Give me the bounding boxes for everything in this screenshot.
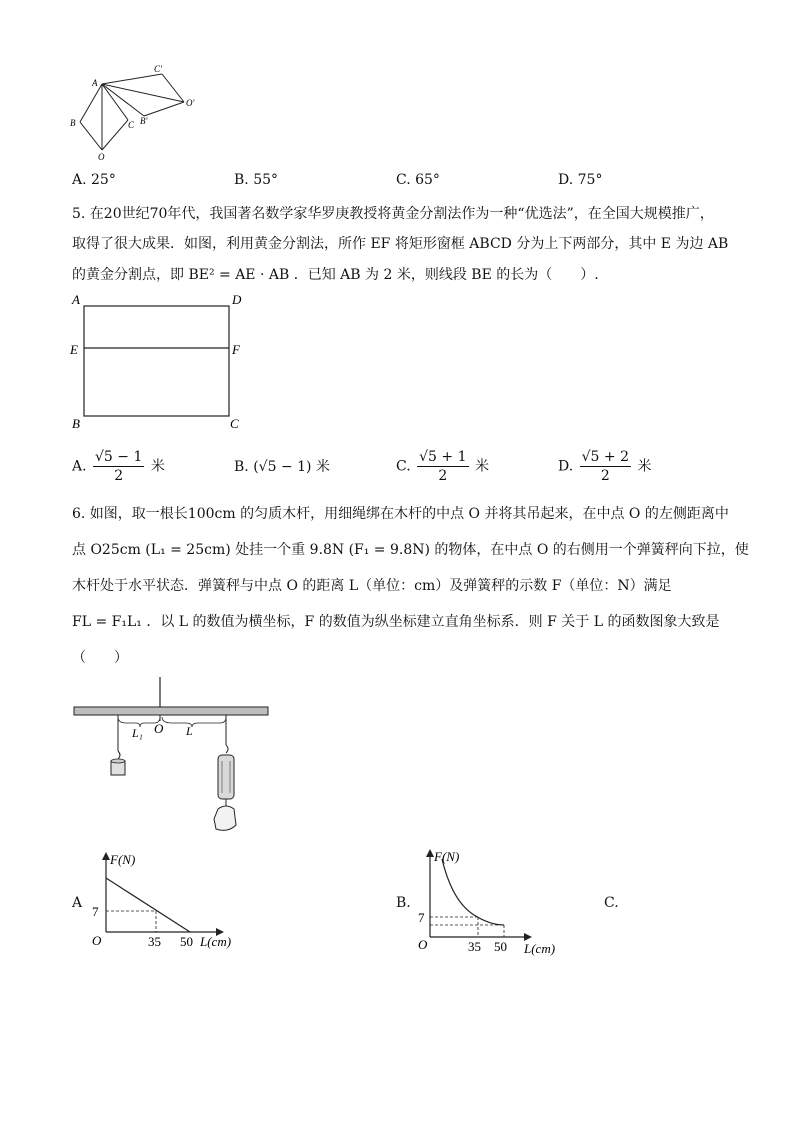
q5-option-a bbox=[72, 448, 165, 485]
q5-rectangle-figure bbox=[66, 290, 256, 435]
q5-option-c-unit: 米 bbox=[474, 458, 489, 475]
q6-graph-b-x35: 35 bbox=[468, 939, 481, 954]
q5-option-b-unit: 米 bbox=[315, 459, 330, 475]
q6-label-L: L bbox=[186, 724, 193, 738]
q6-graph-b-letter: B. bbox=[396, 895, 411, 911]
q6-text-line-3: 木杆处于水平状态．弹簧秤与中点 O 的距离 L（单位：cm）及弹簧秤的示数 F（单位：N）满足 bbox=[72, 578, 672, 594]
q5-option-a-fraction bbox=[93, 448, 144, 485]
q5-text-line-2: 取得了很大成果．如图，利用黄金分割法，所作 EF 将矩形窗框 ABCD 分为上下两部分，其中 E 为边 AB bbox=[72, 236, 729, 252]
q6-graph-a-x35: 35 bbox=[148, 934, 161, 949]
q5-option-d bbox=[558, 448, 651, 485]
q5-option-a-unit: 米 bbox=[150, 458, 165, 475]
q6-label-O: O bbox=[154, 721, 164, 736]
q4-option-b: B. 55° bbox=[234, 172, 279, 188]
q4-label-A: A bbox=[92, 78, 98, 88]
q6-graph-b-ylabel: F(N) bbox=[434, 849, 460, 864]
q5-option-a-numerator: √5 − 1 bbox=[95, 449, 143, 465]
q4-label-C: C bbox=[128, 120, 135, 130]
q4-label-O-prime: O' bbox=[186, 98, 195, 108]
q6-graph-b-y7: 7 bbox=[418, 910, 425, 925]
q5-option-c-denominator: 2 bbox=[438, 468, 448, 484]
q6-graph-a bbox=[82, 848, 252, 953]
q4-option-d: D. 75° bbox=[558, 172, 603, 188]
q5-option-d-numerator: √5 + 2 bbox=[581, 449, 630, 465]
q6-lever-figure bbox=[70, 675, 275, 835]
q5-option-d-letter: D. bbox=[558, 458, 574, 475]
q5-option-b-letter: B. bbox=[234, 459, 249, 475]
q4-label-B-prime: B' bbox=[140, 116, 148, 126]
q5-label-F: F bbox=[232, 342, 240, 357]
q5-option-c-letter: C. bbox=[396, 458, 411, 475]
q5-text-line-1: 5. 在20世纪70年代，我国著名数学家华罗庚教授将黄金分割法作为一种“优选法”，在全国大规模推广， bbox=[72, 206, 714, 222]
q4-option-c: C. 65° bbox=[396, 172, 440, 188]
q6-text-line-2: 点 O25cm (L₁ = 25cm) 处挂一个重 9.8N (F₁ = 9.8N) 的物体，在中点 O 的右侧用一个弹簧秤向下拉，使 bbox=[72, 542, 749, 558]
q6-graph-b-xlabel: L(cm) bbox=[524, 941, 556, 956]
q5-option-d-denominator: 2 bbox=[600, 468, 610, 484]
q6-graph-a-y7: 7 bbox=[92, 904, 99, 919]
q6-text-line-4: FL = F₁L₁ ．以 L 的数值为横坐标，F 的数值为纵坐标建立直角坐标系．则 F 关于 L 的函数图象大致是 bbox=[72, 614, 720, 630]
q4-label-B: B bbox=[70, 118, 76, 128]
q6-label-L1: L₁ bbox=[132, 726, 143, 740]
q6-graph-a-x50: 50 bbox=[180, 934, 193, 949]
q4-label-C-prime: C' bbox=[154, 64, 162, 74]
q5-option-d-fraction bbox=[580, 448, 631, 485]
q6-graph-a-letter: A bbox=[72, 895, 83, 911]
q6-option-c: C. bbox=[604, 895, 619, 911]
q5-option-b-expr: (√5 − 1) bbox=[253, 459, 312, 475]
q5-option-c bbox=[396, 448, 489, 485]
q5-option-c-fraction bbox=[417, 448, 468, 485]
q5-option-a-denominator: 2 bbox=[114, 468, 124, 484]
q6-graph-a-xlabel: L(cm) bbox=[200, 934, 232, 949]
q6-graph-b-origin: O bbox=[418, 937, 428, 952]
q5-label-B: B bbox=[72, 416, 80, 431]
q6-text-line-1: 6. 如图，取一根长100cm 的匀质木杆，用细绳绑在木杆的中点 O 并将其吊起来，在中点 O 的左侧距离中 bbox=[72, 506, 729, 522]
q5-option-a-letter: A. bbox=[72, 458, 87, 475]
q5-label-C: C bbox=[230, 416, 239, 431]
q5-text-line-3: 的黄金分割点，即 BE² = AE · AB ．已知 AB 为 2 米，则线段 BE 的长为（ ）. bbox=[72, 267, 599, 283]
q5-option-c-numerator: √5 + 1 bbox=[419, 449, 467, 465]
q5-option-d-unit: 米 bbox=[637, 458, 652, 475]
q6-graph-b bbox=[408, 845, 578, 960]
q5-label-D: D bbox=[232, 292, 242, 307]
q6-graph-a-ylabel: F(N) bbox=[110, 852, 136, 867]
q4-label-O: O bbox=[98, 152, 105, 162]
q5-option-b bbox=[234, 456, 330, 476]
q6-graph-b-x50: 50 bbox=[494, 939, 507, 954]
q4-figure bbox=[66, 62, 206, 162]
q6-text-line-5: （ ） bbox=[72, 650, 128, 666]
q6-graph-a-origin: O bbox=[92, 933, 102, 948]
q4-option-a: A. 25° bbox=[72, 172, 116, 188]
q5-label-E: E bbox=[70, 342, 78, 357]
q5-label-A: A bbox=[72, 292, 80, 307]
